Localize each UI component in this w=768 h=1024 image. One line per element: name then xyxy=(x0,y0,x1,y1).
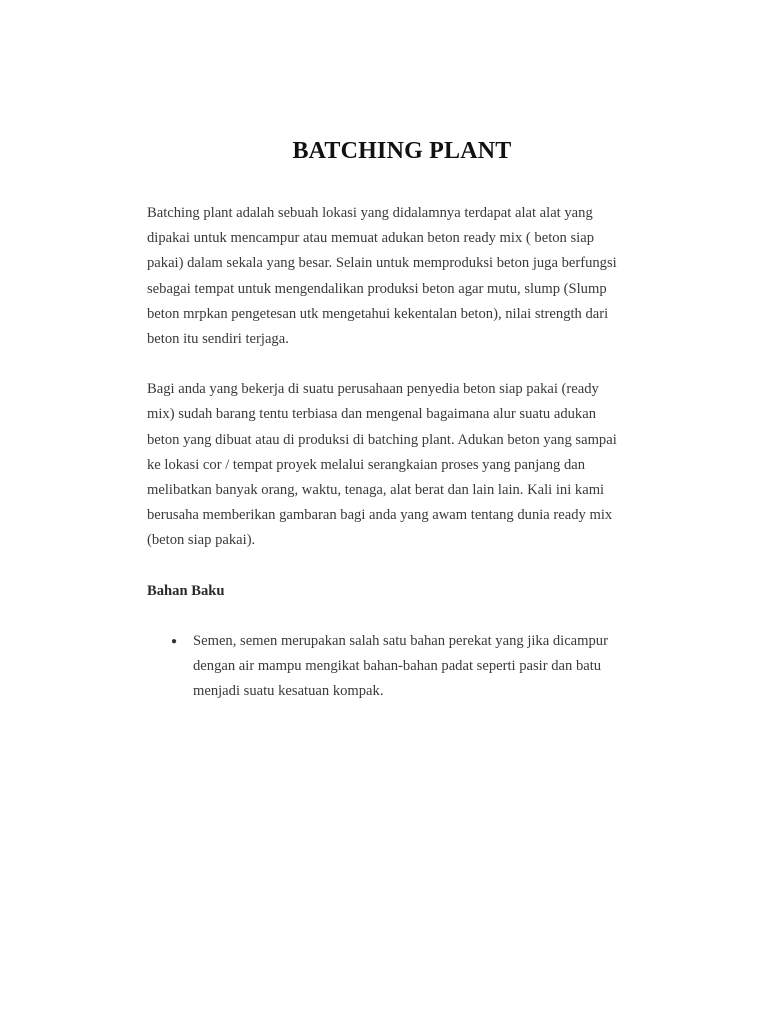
paragraph-intro xyxy=(147,201,657,352)
paragraph-line: mix) sudah barang tentu terbiasa dan mengenal bagaimana alur suatu adukan xyxy=(147,406,597,423)
paragraph-spacer xyxy=(147,352,657,377)
list-item-line: menjadi suatu kesatuan kompak. xyxy=(193,683,384,700)
paragraph-line: beton mrpkan pengetesan utk mengetahui kekentalan beton), nilai strength dari xyxy=(147,305,609,322)
bullet-list xyxy=(147,629,657,705)
list-item xyxy=(147,629,657,705)
paragraph-line: (beton siap pakai). xyxy=(147,532,256,549)
list-item-line: Semen, semen merupakan salah satu bahan perekat yang jika dicampur xyxy=(193,632,608,649)
paragraph-line: ke lokasi cor / tempat proyek melalui serangkaian proses yang panjang dan xyxy=(147,456,586,473)
document-body xyxy=(147,201,657,704)
list-item-text xyxy=(193,629,657,705)
paragraph-line: pakai) dalam sekala yang besar. Selain untuk memproduksi beton juga berfungsi xyxy=(147,255,617,272)
paragraph-line: sebagai tempat untuk mengendalikan produksi beton agar mutu, slump (Slump xyxy=(147,280,607,297)
document-title: BATCHING PLANT xyxy=(292,138,512,164)
paragraph-line: beton yang dibuat atau di produksi di batching plant. Adukan beton yang sampai xyxy=(147,431,617,448)
paragraph-line: berusaha memberikan gambaran bagi anda yang awam tentang dunia ready mix xyxy=(147,507,613,524)
paragraph-line: beton itu sendiri terjaga. xyxy=(147,331,289,348)
bullet-icon: ● xyxy=(171,635,178,647)
paragraph-line: Bagi anda yang bekerja di suatu perusahaan penyedia beton siap pakai (ready xyxy=(147,381,599,398)
section-heading: Bahan Baku xyxy=(147,582,225,599)
paragraph-line: dipakai untuk mencampur atau memuat adukan beton ready mix ( beton siap xyxy=(147,230,594,247)
paragraph-line: Batching plant adalah sebuah lokasi yang didalamnya terdapat alat alat yang xyxy=(147,205,593,221)
paragraph-spacer xyxy=(147,554,657,579)
list-item-line: dengan air mampu mengikat bahan-bahan padat seperti pasir dan batu xyxy=(193,658,602,675)
paragraph-context xyxy=(147,377,657,553)
paragraph-spacer xyxy=(147,604,657,629)
paragraph-line: melibatkan banyak orang, waktu, tenaga, alat berat dan lain lain. Kali ini kami xyxy=(147,482,605,499)
